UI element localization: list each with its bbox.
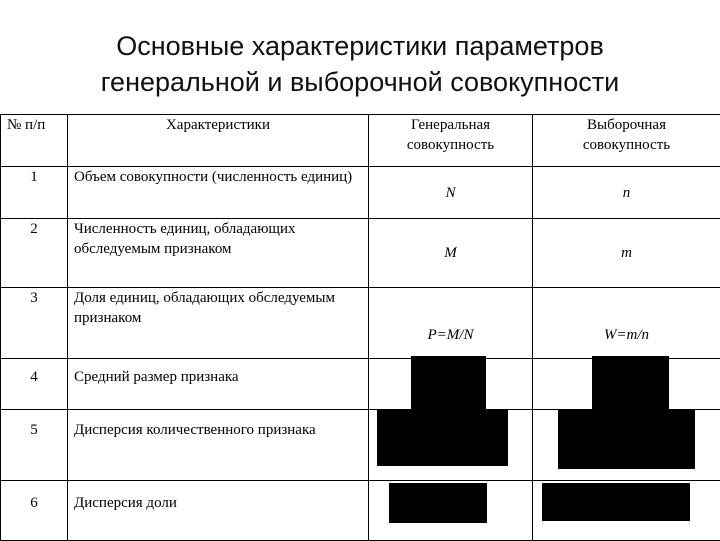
title-line-2: генеральной и выборочной совокупности bbox=[40, 64, 680, 100]
slide-title bbox=[40, 28, 680, 100]
redaction-block bbox=[542, 483, 690, 521]
row-sample-formula bbox=[533, 481, 720, 541]
row-characteristic: Средний размер признака bbox=[68, 359, 369, 410]
row-number: 2 bbox=[1, 219, 68, 288]
redaction-block bbox=[377, 410, 508, 466]
header-num: № п/п bbox=[1, 115, 68, 167]
row-characteristic: Дисперсия доли bbox=[68, 481, 369, 541]
row-number: 5 bbox=[1, 410, 68, 481]
row-sample-value: W=m/n bbox=[533, 288, 720, 359]
row-general-formula bbox=[369, 481, 533, 541]
header-general-line-1: Генеральная bbox=[375, 115, 526, 135]
row-number: 6 bbox=[1, 481, 68, 541]
header-sample bbox=[533, 115, 720, 167]
table-row bbox=[1, 481, 720, 541]
row-characteristic: Дисперсия количественного признака bbox=[68, 410, 369, 481]
row-sample-formula bbox=[533, 359, 720, 410]
table-row bbox=[1, 288, 720, 359]
table-row bbox=[1, 410, 720, 481]
redaction-block bbox=[411, 356, 486, 410]
row-general-formula bbox=[369, 359, 533, 410]
row-characteristic: Численность единиц, обладающих обследуемым признаком bbox=[68, 219, 369, 288]
table-row bbox=[1, 167, 720, 219]
redaction-block bbox=[389, 483, 487, 523]
row-general-value: M bbox=[369, 219, 533, 288]
row-general-formula bbox=[369, 410, 533, 481]
characteristics-table bbox=[0, 114, 720, 541]
row-number: 1 bbox=[1, 167, 68, 219]
row-general-value: N bbox=[369, 167, 533, 219]
redaction-block bbox=[592, 356, 669, 410]
row-number: 4 bbox=[1, 359, 68, 410]
header-general-line-2: совокупность bbox=[375, 135, 526, 155]
table-row bbox=[1, 359, 720, 410]
title-line-1: Основные характеристики параметров bbox=[40, 28, 680, 64]
header-sample-line-2: совокупность bbox=[539, 135, 714, 155]
table-row bbox=[1, 219, 720, 288]
row-sample-value: n bbox=[533, 167, 720, 219]
row-number: 3 bbox=[1, 288, 68, 359]
header-characteristic: Характеристики bbox=[68, 115, 369, 167]
row-sample-value: m bbox=[533, 219, 720, 288]
header-general bbox=[369, 115, 533, 167]
redaction-block bbox=[558, 410, 695, 469]
row-sample-formula bbox=[533, 410, 720, 481]
row-characteristic: Доля единиц, обладающих обследуемым признаком bbox=[68, 288, 369, 359]
header-sample-line-1: Выборочная bbox=[539, 115, 714, 135]
row-general-value: P=M/N bbox=[369, 288, 533, 359]
table-header-row bbox=[1, 115, 720, 167]
row-characteristic: Объем совокупности (численность единиц) bbox=[68, 167, 369, 219]
